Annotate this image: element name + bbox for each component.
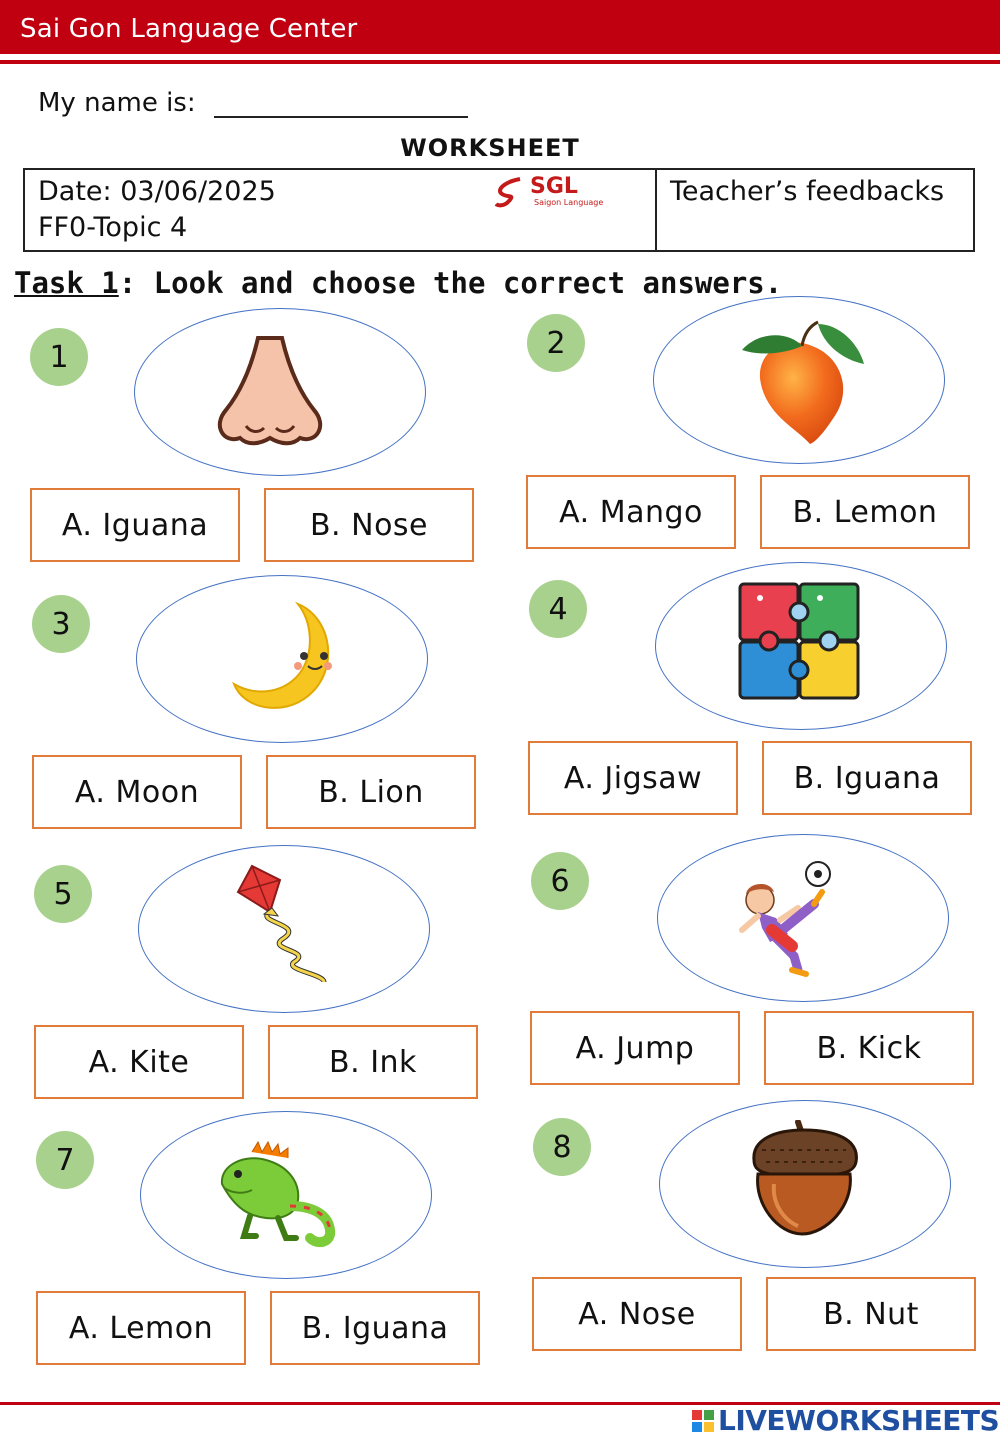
sgl-logo-icon [494,176,528,208]
teacher-feedback-label: Teacher’s feedbacks [670,176,945,207]
option-b-button[interactable]: B. Nose [264,488,474,562]
option-a-button[interactable]: A. Iguana [30,488,240,562]
task-instruction: : Look and choose the correct answers. [118,266,783,300]
question-number: 8 [533,1118,591,1176]
question-number: 1 [30,328,88,386]
logo-subtext: Saigon Language [534,198,604,207]
question-number: 7 [36,1131,94,1189]
question-number: 5 [34,865,92,923]
question-number: 4 [529,580,587,638]
worksheet-title: WORKSHEET [400,134,580,162]
worksheet-date: Date: 03/06/2025 [38,176,276,207]
option-b-button[interactable]: B. Iguana [762,741,972,815]
option-b-button[interactable]: B. Ink [268,1025,478,1099]
option-b-button[interactable]: B. Lemon [760,475,970,549]
option-b-button[interactable]: B. Kick [764,1011,974,1085]
name-label: My name is: [38,88,196,118]
header-divider [0,60,1000,64]
question-number: 6 [531,852,589,910]
option-a-button[interactable]: A. Nose [532,1277,742,1351]
moon-icon [228,600,340,714]
mango-icon [740,318,870,448]
kite-icon [234,862,334,984]
option-b-button[interactable]: B. Nut [766,1277,976,1351]
logo-text: SGL [530,174,578,199]
liveworksheets-brand: LIVEWORKSHEETS [718,1404,1000,1437]
question-number: 3 [32,595,90,653]
option-b-button[interactable]: B. Lion [266,755,476,829]
nut-icon [744,1120,864,1238]
option-a-button[interactable]: A. Lemon [36,1291,246,1365]
iguana-icon [216,1140,340,1248]
question-number: 2 [527,314,585,372]
option-a-button[interactable]: A. Jigsaw [528,741,738,815]
task-label: Task 1 [14,266,119,300]
name-input-line[interactable] [214,116,468,118]
liveworksheets-logo-icon [692,1410,714,1432]
task-title [14,266,782,300]
option-a-button[interactable]: A. Kite [34,1025,244,1099]
option-a-button[interactable]: A. Moon [32,755,242,829]
option-a-button[interactable]: A. Mango [526,475,736,549]
jigsaw-icon [736,580,864,704]
info-divider [655,168,657,252]
option-a-button[interactable]: A. Jump [530,1011,740,1085]
nose-icon [210,334,330,448]
option-b-button[interactable]: B. Iguana [270,1291,480,1365]
worksheet-topic: FF0-Topic 4 [38,212,188,243]
center-name: Sai Gon Language Center [20,14,358,44]
kick-icon [736,858,836,986]
